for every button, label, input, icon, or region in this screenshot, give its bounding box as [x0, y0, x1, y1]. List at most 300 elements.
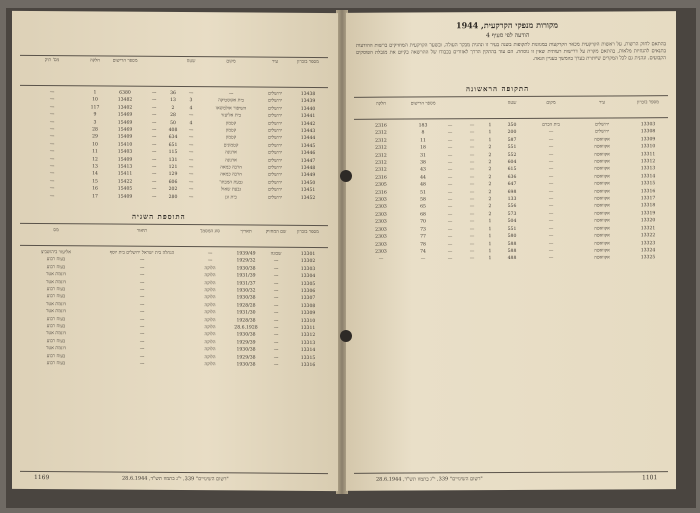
table-cell: 13302: [300, 259, 316, 265]
table-cell: —: [469, 123, 475, 129]
rheader-place: מקום: [546, 100, 556, 106]
rheader-share: חלקה: [376, 101, 386, 107]
table-cell: 28: [92, 127, 98, 133]
table-cell: 1928/28: [236, 303, 256, 309]
table-cell: 504: [507, 219, 517, 225]
table-cell: בעוח רבוע: [46, 294, 66, 300]
table-cell: —: [273, 259, 279, 265]
table-cell: 1930/38: [236, 266, 256, 272]
table-cell: 13439: [300, 99, 316, 105]
table-cell: קטמון: [225, 128, 237, 134]
table-cell: —: [447, 123, 453, 129]
table-cell: —: [273, 333, 279, 339]
table-cell: אקוואטה: [594, 137, 610, 143]
table-cell: 588: [507, 248, 517, 254]
table-cell: 634: [168, 135, 178, 141]
table-cell: 13: [92, 164, 98, 170]
table-cell: —: [273, 296, 279, 302]
table-cell: —: [469, 138, 475, 144]
table-cell: —: [207, 251, 213, 257]
table-cell: 2: [488, 204, 492, 210]
table-cell: אקוואטה: [594, 144, 610, 150]
table-cell: —: [49, 104, 55, 110]
table-cell: בית אליעזר: [221, 113, 241, 119]
right-table-body: [354, 121, 668, 263]
table-cell: 13445: [300, 143, 316, 149]
table-cell: 2303: [375, 219, 387, 225]
table-cell: אקוואטה: [594, 240, 610, 247]
header2-note: תיאור: [136, 228, 148, 234]
table-cell: 13449: [300, 173, 316, 179]
table-cell: אקוואטה: [594, 159, 610, 165]
table-cell: 1929/32: [236, 258, 256, 264]
table-cell: —: [447, 234, 453, 240]
table-cell: —: [139, 361, 145, 367]
table-cell: הלוקה: [204, 347, 216, 353]
table-cell: ירושלים: [267, 158, 283, 164]
table-cell: —: [273, 273, 279, 279]
header-maps: מספר הרישום: [112, 58, 138, 64]
table-cell: —: [420, 256, 426, 262]
table-cell: —: [139, 272, 145, 279]
table-cell: 15409: [117, 135, 133, 141]
table-cell: 2: [488, 145, 492, 151]
table-cell: 50: [170, 120, 176, 126]
table-cell: 1930/38: [236, 295, 256, 301]
table-cell: ירושלים: [267, 165, 283, 171]
table-cell: —: [139, 317, 145, 323]
rheader-city: עיר: [598, 100, 606, 106]
intro-paragraph: בהתאם לחוק הרשות, על ראשות הקרקעית מכאר הקרקעות במגוונות לתקופות בשנה בעיר זו ונהנית מבקר העולה. ובשער הקרקעית המחזיקים ברשות ההודעות בתנאים להנחיות מלאות, בהתאם מקרת על דרישות רעותית שאין זו נוסחת. הם עוד בהתקין הדרך לאזורים בכבודו של ההרשאה בקיום את מגבלת הפוסקים הקבועים. ונהנית גם לכל המקרים שיותרת בערך בהמשך בעניין הנאה.: [356, 41, 666, 62]
table-cell: —: [469, 219, 475, 225]
table-cell: —: [273, 347, 279, 354]
table-cell: —: [139, 324, 145, 330]
table-cell: 65: [420, 204, 426, 210]
table-cell: —: [273, 266, 279, 272]
table-cell: ירושלים: [267, 180, 283, 186]
table-cell: —: [49, 186, 55, 192]
header-desc: מס' תיק: [44, 58, 60, 64]
table-cell: 2316: [375, 123, 387, 129]
table-cell: 604: [507, 160, 517, 166]
table-cell: 13306: [300, 288, 316, 295]
table-cell: 1931/37: [236, 281, 256, 287]
table-cell: 13305: [300, 281, 316, 287]
table-cell: 13317: [640, 196, 656, 202]
table-cell: —: [151, 172, 157, 178]
table-cell: 13316: [640, 188, 656, 194]
table-cell: 129: [168, 172, 178, 178]
table-cell: 13319: [640, 211, 656, 217]
table-cell: 280: [168, 194, 178, 200]
left-footer: "רשום השינויים" 339, י"ג בתמוז תש"ד, 28.6.1944: [122, 475, 229, 483]
table-cell: 2312: [375, 131, 387, 137]
table-cell: 1930/38: [236, 332, 256, 339]
table-cell: 13308: [640, 129, 656, 135]
table-cell: ירושלים: [267, 121, 283, 127]
table-cell: 15: [92, 179, 98, 185]
table-cell: 580: [507, 234, 517, 240]
table-cell: 13309: [300, 311, 316, 317]
table-cell: —: [151, 120, 157, 126]
table-cell: —: [548, 233, 554, 239]
table-cell: 2: [488, 182, 492, 188]
table-cell: —: [273, 303, 279, 309]
table-cell: 68: [420, 212, 426, 218]
table-cell: —: [548, 248, 554, 254]
table-cell: —: [548, 144, 554, 151]
table-cell: 15469: [117, 120, 133, 126]
table-cell: —: [447, 167, 453, 173]
left-table2-body: [20, 249, 328, 370]
table-cell: —: [151, 90, 157, 96]
table-cell: ירושלים: [267, 150, 283, 156]
table-cell: 615: [507, 167, 517, 173]
header-city: עיר: [271, 59, 279, 65]
table-cell: הרבה כמאה: [220, 172, 242, 178]
table-cell: 13309: [640, 137, 656, 143]
table-cell: 2303: [375, 197, 387, 203]
table-cell: —: [49, 171, 55, 177]
table-cell: 13318: [640, 203, 656, 209]
table-cell: —: [188, 150, 194, 156]
table-cell: —: [447, 204, 453, 210]
header-num: מספר בזכרון: [297, 59, 319, 66]
table-cell: אקוואטה: [594, 181, 610, 187]
table-cell: שכונה: [270, 251, 282, 257]
table-cell: —: [49, 141, 55, 148]
table-cell: —: [49, 119, 55, 125]
table-cell: —: [548, 137, 554, 143]
table-cell: —: [469, 197, 475, 203]
table-cell: —: [447, 241, 453, 247]
table-cell: —: [548, 182, 554, 188]
table-cell: —: [469, 256, 475, 262]
table-cell: ירושלים: [594, 129, 610, 135]
table-cell: הלוקה: [204, 362, 216, 368]
table-cell: 1: [488, 234, 492, 240]
table-cell: —: [548, 256, 554, 262]
table-cell: —: [469, 152, 475, 158]
table-cell: אקוואטה: [594, 189, 610, 195]
table-cell: 29: [92, 134, 98, 140]
table-cell: 13444: [300, 136, 316, 142]
table-cell: הלוקה: [204, 266, 216, 272]
table-cell: —: [273, 318, 279, 324]
table-cell: 13313: [640, 166, 656, 172]
table-cell: —: [378, 256, 384, 263]
table-cell: —: [469, 130, 475, 136]
table-cell: הלוקה: [204, 295, 216, 301]
table-cell: קטמון: [225, 120, 237, 127]
table-cell: —: [151, 98, 157, 104]
table-cell: גבעת המבתר: [219, 180, 243, 186]
table-cell: 13448: [300, 165, 316, 172]
table-cell: 13442: [300, 121, 316, 127]
table-cell: 13311: [300, 325, 316, 332]
table-cell: 15409: [117, 157, 133, 163]
table-cell: 58: [420, 197, 426, 203]
table-cell: 698: [507, 189, 517, 195]
table-cell: —: [228, 91, 234, 97]
table-cell: בעוח רבוע: [46, 257, 66, 263]
table-cell: —: [188, 194, 194, 200]
table-cell: 13311: [640, 151, 656, 157]
table-cell: —: [469, 189, 475, 195]
table-cell: אקוואטה: [594, 196, 610, 202]
table-cell: 13440: [300, 106, 316, 112]
table-cell: 28: [170, 113, 176, 119]
table-cell: 121: [168, 165, 178, 171]
table-cell: ארנונה: [225, 158, 237, 164]
table-cell: השיפור אולמשאו: [215, 106, 247, 112]
table-cell: —: [188, 113, 194, 119]
table-cell: הלוקה: [204, 288, 216, 294]
table-cell: 202: [168, 187, 178, 193]
table-cell: —: [469, 145, 475, 151]
table-cell: —: [447, 130, 453, 136]
right-page-number: 1101: [642, 474, 658, 482]
table-cell: —: [151, 142, 157, 148]
table-cell: —: [49, 149, 55, 155]
table-cell: דוגמת אטר: [46, 346, 66, 352]
table-cell: —: [139, 295, 145, 301]
table-cell: 2312: [375, 138, 387, 144]
table-cell: אקוואטה: [594, 255, 610, 261]
table-cell: 13452: [300, 195, 316, 201]
table-cell: 13441: [300, 114, 316, 120]
table-cell: ירושלים: [267, 195, 283, 201]
table-cell: 78: [420, 241, 426, 247]
table-cell: 13303: [640, 122, 656, 128]
table-cell: —: [548, 204, 554, 210]
table-cell: 13323: [640, 240, 656, 246]
table-cell: דוגמת אטר: [46, 331, 66, 337]
table-cell: הלוקה: [204, 303, 216, 309]
table-cell: 2303: [375, 227, 387, 233]
table-cell: —: [151, 127, 157, 133]
table-cell: —: [151, 135, 157, 141]
table-cell: 2: [488, 167, 492, 173]
table-cell: ירושלים: [267, 187, 283, 194]
table-cell: 11: [92, 149, 98, 155]
table-cell: —: [447, 197, 453, 203]
table-cell: ירושלים: [267, 91, 283, 97]
table-cell: 15469: [117, 127, 133, 133]
table-cell: בעוח רבוע: [46, 264, 66, 271]
table-cell: אקוואטה: [594, 166, 610, 173]
table-cell: הרבה כמאה: [220, 165, 242, 171]
table-cell: —: [469, 249, 475, 255]
table-cell: —: [139, 287, 145, 293]
table-cell: —: [49, 97, 55, 103]
table-cell: 8: [421, 130, 425, 136]
table-cell: 133: [507, 197, 517, 203]
table-cell: —: [548, 152, 554, 158]
table-cell: 13322: [640, 233, 656, 239]
table-cell: בעוח רבוע: [46, 338, 66, 345]
table-cell: —: [207, 258, 213, 264]
table-cell: 70: [420, 219, 426, 225]
table-cell: 51: [420, 190, 426, 196]
table-cell: —: [469, 182, 475, 188]
header-place: מקום: [226, 59, 236, 65]
table-cell: 2305: [375, 182, 387, 188]
table-cell: 16: [92, 186, 98, 192]
table-cell: —: [188, 179, 194, 186]
table-cell: —: [273, 310, 279, 316]
table-cell: —: [188, 128, 194, 134]
table-cell: 1930/38: [236, 347, 256, 353]
table-cell: 1928/38: [236, 318, 256, 324]
table-cell: ירושלים: [267, 136, 283, 142]
table-cell: 13450: [300, 180, 316, 186]
table-cell: 13316: [300, 362, 316, 369]
table-cell: 1: [488, 219, 492, 225]
table-cell: —: [151, 157, 157, 163]
table-cell: —: [447, 249, 453, 255]
table-cell: —: [139, 265, 145, 271]
table-cell: —: [139, 339, 145, 345]
table-cell: —: [49, 164, 55, 170]
table-cell: 2312: [375, 145, 387, 151]
left-table-body: [20, 89, 328, 202]
table-cell: 73: [420, 227, 426, 233]
table-cell: בעוח רבוע: [46, 324, 66, 330]
table-cell: 573: [507, 211, 517, 217]
table-cell: —: [49, 134, 55, 140]
table-cell: 2303: [375, 212, 387, 218]
table-cell: 13304: [300, 274, 316, 280]
table-cell: ירושלים: [267, 99, 283, 105]
table-cell: 13310: [640, 144, 656, 150]
table-cell: —: [49, 112, 55, 118]
table-cell: 2303: [375, 205, 387, 211]
table-cell: 606: [168, 179, 178, 185]
table-cell: 4: [189, 120, 193, 126]
table-cell: בעוח רבוע: [46, 361, 66, 367]
table-cell: —: [188, 142, 194, 148]
table-cell: —: [469, 167, 475, 173]
table-cell: דוגמת אטר: [46, 301, 66, 308]
table-cell: אקוואטה: [594, 211, 610, 217]
table-cell: 350: [507, 122, 517, 129]
table-cell: 15422: [117, 179, 133, 185]
table-cell: —: [447, 182, 453, 188]
table-cell: 13443: [300, 128, 316, 135]
table-cell: 1929/39: [236, 340, 256, 346]
table-cell: גבעת שאול: [221, 187, 241, 193]
table-cell: 3: [189, 98, 193, 104]
table-cell: —: [273, 325, 279, 331]
table-cell: 2303: [375, 249, 387, 255]
table-cell: —: [139, 280, 145, 286]
table-cell: 6380: [119, 90, 131, 96]
table-cell: 13321: [640, 225, 656, 232]
table-cell: בעוח רבוע: [46, 353, 66, 359]
table-cell: —: [273, 281, 279, 287]
table-cell: 587: [507, 137, 517, 143]
table-cell: —: [548, 159, 554, 165]
table-cell: —: [469, 160, 475, 166]
table-cell: —: [188, 91, 194, 97]
table-cell: 36: [170, 90, 176, 97]
table-cell: 588: [507, 241, 517, 247]
table-cell: —: [548, 196, 554, 202]
table-cell: 1929/38: [236, 355, 256, 361]
table-cell: אקוואטה: [594, 152, 610, 158]
table-cell: —: [273, 355, 279, 361]
table-cell: —: [49, 127, 55, 133]
table-cell: —: [49, 90, 55, 96]
table-cell: הנחלה בית ישראל ירושלים בית יוסף: [109, 250, 175, 256]
table-cell: אקוואטה: [594, 203, 610, 210]
table-cell: בעוח רבוע: [46, 287, 66, 293]
table-cell: 13402: [117, 105, 133, 111]
table-cell: אקוואטה: [594, 218, 610, 224]
table-cell: 647: [507, 182, 517, 188]
table-cell: 11: [420, 138, 426, 144]
table-cell: —: [273, 362, 279, 368]
table-cell: בית הכרם: [542, 122, 560, 128]
table-cell: —: [139, 354, 145, 360]
table-cell: 2: [488, 197, 492, 203]
table-cell: 2316: [375, 175, 387, 181]
table-cell: 13324: [640, 248, 656, 254]
table-cell: בית וגן: [225, 195, 237, 201]
table-cell: —: [139, 258, 145, 264]
table-cell: קטמון: [225, 135, 237, 141]
right-footer: "רשום השינויים" 339, י"ג בתמוז תש"ד, 28.6.1944: [376, 476, 483, 483]
table-cell: 2312: [375, 168, 387, 174]
table-cell: אליעזר ביהושביצ: [40, 250, 72, 256]
table-cell: 3: [93, 120, 97, 126]
table-cell: —: [447, 175, 453, 181]
left-table-header: [20, 57, 328, 67]
header2-type: סוג המסמך: [200, 229, 220, 235]
table-cell: קטמונים: [223, 143, 239, 149]
table-cell: 1: [488, 226, 492, 232]
table-cell: 551: [507, 145, 517, 151]
table-cell: 131: [168, 157, 178, 163]
table-cell: 28.6.1928: [234, 325, 258, 331]
rheader-maps: מספר הרישום: [410, 101, 436, 107]
table-cell: 2: [488, 189, 492, 195]
table-cell: 15413: [117, 164, 133, 170]
table-cell: דוגמת אטר: [46, 309, 66, 315]
table-cell: —: [151, 187, 157, 193]
table-cell: —: [447, 256, 453, 262]
table-cell: הלוקה: [204, 310, 216, 316]
table-cell: הלוקה: [204, 317, 216, 323]
table-cell: —: [151, 105, 157, 111]
table-cell: —: [548, 167, 554, 173]
table-cell: ארנונה: [225, 150, 237, 156]
table-cell: 552: [507, 152, 517, 158]
table-cell: בעוח רבוע: [46, 316, 66, 322]
header2-owner: שם המחזיק: [265, 229, 287, 235]
table-cell: —: [447, 152, 453, 158]
table-cell: 15409: [117, 194, 133, 200]
table-cell: —: [469, 241, 475, 247]
table-cell: בית אקוסטיקה: [218, 98, 244, 104]
table-cell: 43: [420, 167, 426, 173]
table-cell: —: [139, 347, 145, 353]
table-cell: 636: [507, 174, 517, 180]
table-cell: 2: [488, 160, 492, 166]
table-cell: 13315: [640, 181, 656, 187]
table-cell: 44: [420, 175, 426, 181]
